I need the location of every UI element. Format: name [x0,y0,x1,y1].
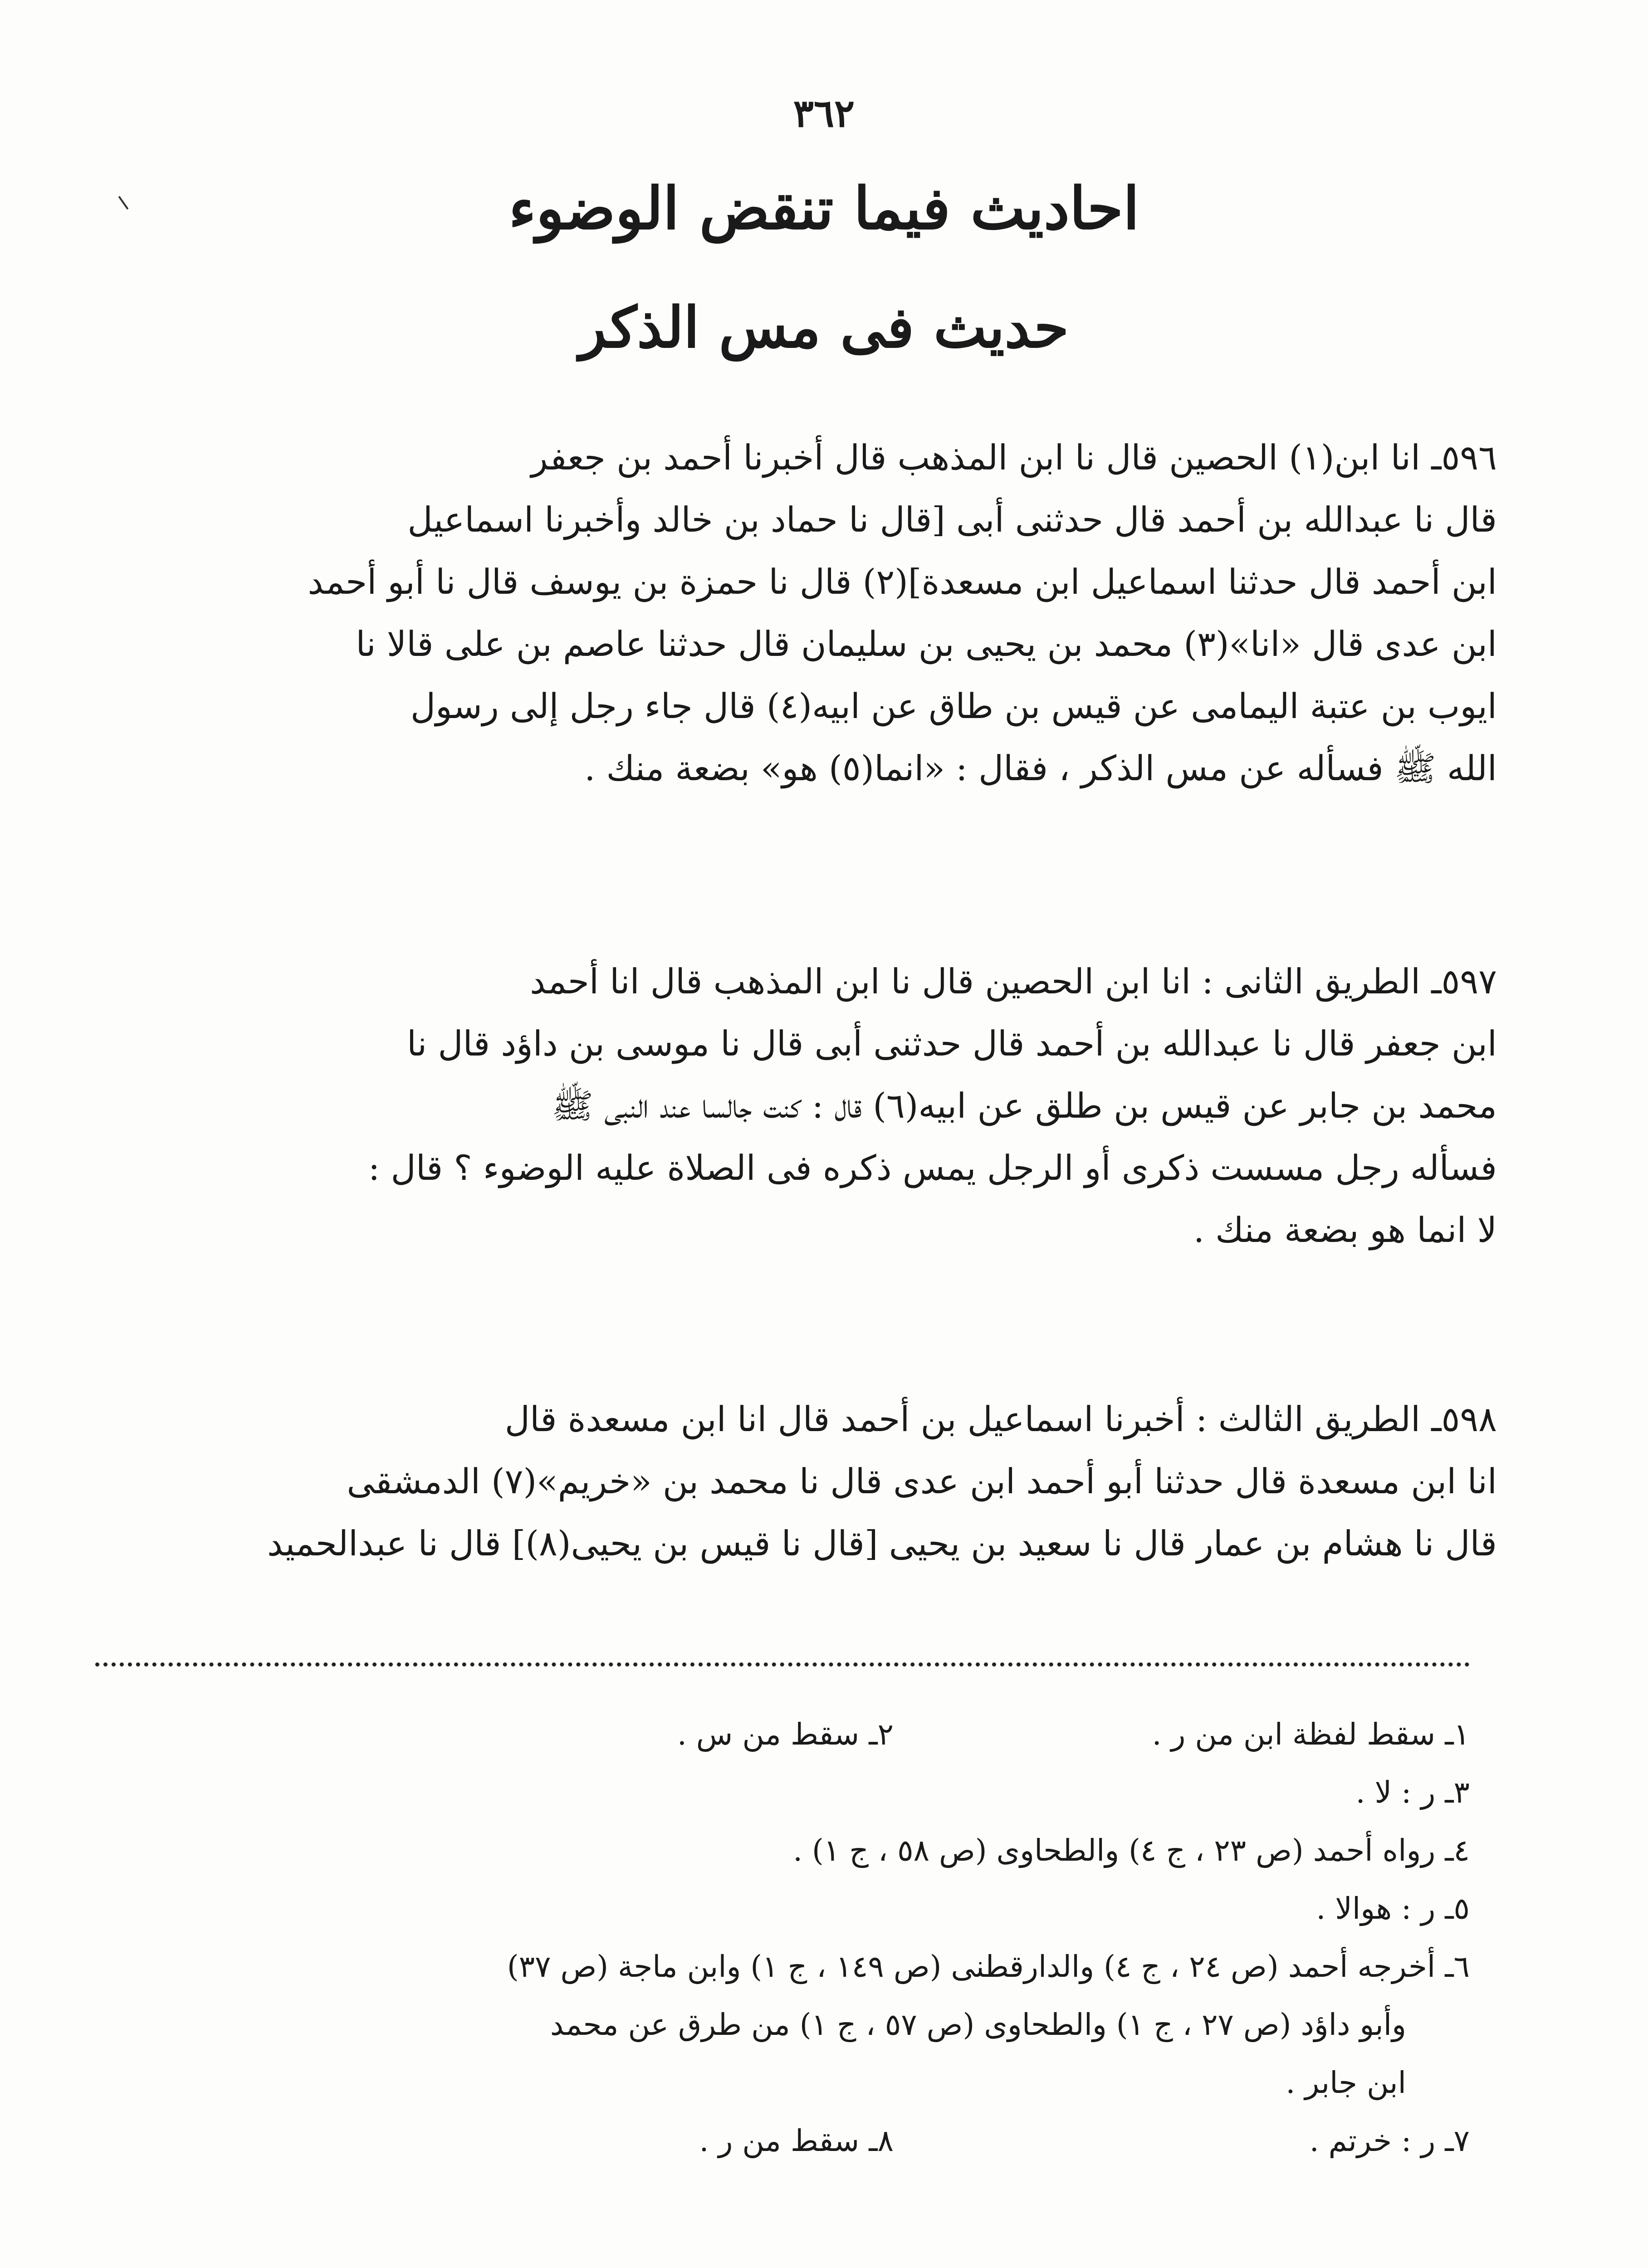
footnote-row [95,2112,1470,2170]
text-line: قال نا هشام بن عمار قال نا سعيد بن يحيى [قال نا قيس بن يحيى(٨)] قال نا عبدالحميد [267,1523,1497,1564]
text-line: ايوب بن عتبة اليمامى عن قيس بن طاق عن ابيه(٤) قال جاء رجل إلى رسول [410,686,1497,726]
text-line: ابن جعفر قال نا عبدالله بن أحمد قال حدثنى أبى قال نا موسى بن داؤد قال نا [406,1023,1497,1064]
text-line: ابن أحمد قال حدثنا اسماعيل ابن مسعدة](٢) قال نا حمزة بن يوسف قال نا أبو أحمد [308,562,1497,602]
section-title: حديث فى مس الذكر [579,295,1069,361]
footnote-8: ٨ـ سقط من ر . [699,2123,894,2158]
text-line: لا انما هو بضعة منك . [1193,1210,1497,1250]
footnote-6-line: ابن جابر . [1286,2065,1406,2100]
footnote-4: ٤ـ رواه أحمد (ص ٢٣ ، ج ٤) والطحاوى (ص ٥٨ ، ج ١) . [793,1833,1470,1868]
footnote-3: ٣ـ ر : لا . [1355,1775,1470,1810]
text-line: محمد بن جابر عن قيس بن طلق عن ابيه(٦) قال : كنت جالسا عند النبى ﷺ [552,1085,1497,1126]
footnote-6-line: وأبو داؤد (ص ٢٧ ، ج ١) والطحاوى (ص ٥٧ ، ج ١) من طرق عن محمد [550,2007,1406,2042]
footnote-7: ٧ـ ر : خرتم . [1309,2123,1470,2158]
hadith-598-paragraph [95,1388,1497,1574]
hadith-596-paragraph [95,426,1497,799]
footnote-6-line: ٦ـ أخرجه أحمد (ص ٢٤ ، ج ٤) والدارقطنى (ص ١٤٩ ، ج ١) وابن ماجة (ص ٣٧) [507,1949,1470,1984]
footnote-1: ١ـ سقط لفظة ابن من ر . [1152,1717,1470,1752]
footnote-2: ٢ـ سقط من س . [677,1717,894,1752]
text-line: الله ﷺ فسأله عن مس الذكر ، فقال : «انما(٥) هو» بضعة منك . [584,748,1497,788]
text-line: فسأله رجل مسست ذكرى أو الرجل يمس ذكره فى الصلاة عليه الوضوء ؟ قال : [368,1148,1497,1188]
text-line: ٥٩٨ـ الطريق الثالث : أخبرنا اسماعيل بن أحمد قال انا ابن مسعدة قال [504,1399,1497,1439]
text-line: انا ابن مسعدة قال حدثنا أبو أحمد ابن عدى قال نا محمد بن «خريم»(٧) الدمشقى [347,1461,1497,1501]
footnotes [95,1706,1470,2170]
hadith-597-paragraph [95,950,1497,1261]
footnote-row [95,1706,1470,1764]
text-line: ابن عدى قال «انا»(٣) محمد بن يحيى بن سليمان قال حدثنا عاصم بن على قالا نا [356,624,1497,664]
text-line: ٥٩٦ـ انا ابن(١) الحصين قال نا ابن المذهب قال أخبرنا أحمد بن جعفر [531,437,1497,478]
text-line: ٥٩٧ـ الطريق الثانى : انا ابن الحصين قال نا ابن المذهب قال انا أحمد [530,961,1497,1002]
footnote-separator [95,1662,1470,1667]
chapter-title: احاديث فيما تنقض الوضوء [509,175,1139,243]
page-number: ٣٦٢ [793,91,855,136]
text-line: قال نا عبدالله بن أحمد قال حدثنى أبى [قال نا حماد بن خالد وأخبرنا اسماعيل [407,499,1497,540]
footnote-5: ٥ـ ر : هوالا . [1316,1891,1470,1926]
